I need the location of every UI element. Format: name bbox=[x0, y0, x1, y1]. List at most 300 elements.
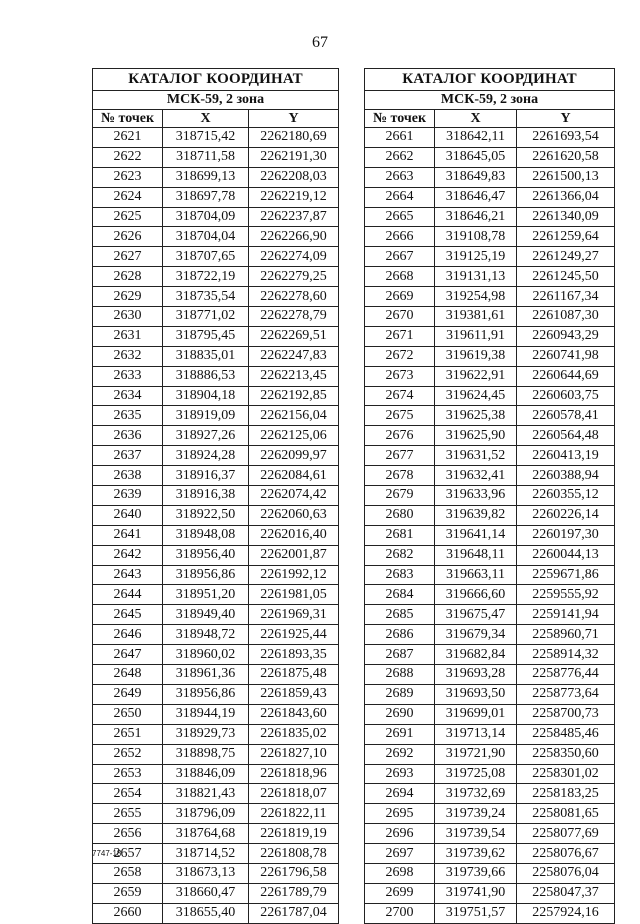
y-coordinate-cell: 2261366,04 bbox=[517, 187, 615, 207]
table-row bbox=[93, 784, 339, 804]
y-coordinate-cell: 2261340,09 bbox=[517, 207, 615, 227]
x-coordinate-cell: 318916,37 bbox=[163, 466, 249, 486]
point-number-cell: 2622 bbox=[93, 147, 163, 167]
table-row bbox=[93, 366, 339, 386]
y-coordinate-cell: 2262074,42 bbox=[249, 486, 339, 506]
table-row bbox=[365, 446, 615, 466]
x-coordinate-cell: 319641,14 bbox=[435, 525, 517, 545]
x-coordinate-cell: 318898,75 bbox=[163, 744, 249, 764]
y-coordinate-cell: 2262269,51 bbox=[249, 326, 339, 346]
x-coordinate-cell: 318735,54 bbox=[163, 287, 249, 307]
x-coordinate-cell: 318846,09 bbox=[163, 764, 249, 784]
y-coordinate-cell: 2260644,69 bbox=[517, 366, 615, 386]
point-number-cell: 2697 bbox=[365, 844, 435, 864]
table-row bbox=[365, 625, 615, 645]
x-coordinate-cell: 319679,34 bbox=[435, 625, 517, 645]
y-coordinate-cell: 2260943,29 bbox=[517, 326, 615, 346]
point-number-cell: 2671 bbox=[365, 326, 435, 346]
y-coordinate-cell: 2260355,12 bbox=[517, 486, 615, 506]
y-coordinate-cell: 2261249,27 bbox=[517, 247, 615, 267]
y-coordinate-cell: 2261822,11 bbox=[249, 804, 339, 824]
table-row bbox=[93, 863, 339, 883]
x-coordinate-cell: 319254,98 bbox=[435, 287, 517, 307]
y-coordinate-cell: 2260413,19 bbox=[517, 446, 615, 466]
table-row bbox=[365, 704, 615, 724]
point-number-cell: 2692 bbox=[365, 744, 435, 764]
coordinate-catalog-table-left bbox=[92, 68, 339, 924]
table-row bbox=[93, 386, 339, 406]
table-row bbox=[93, 187, 339, 207]
y-coordinate-cell: 2261992,12 bbox=[249, 565, 339, 585]
table-row bbox=[365, 585, 615, 605]
x-coordinate-cell: 319631,52 bbox=[435, 446, 517, 466]
point-number-cell: 2660 bbox=[93, 903, 163, 923]
point-number-cell: 2646 bbox=[93, 625, 163, 645]
table-row bbox=[365, 844, 615, 864]
x-coordinate-cell: 318697,78 bbox=[163, 187, 249, 207]
x-coordinate-cell: 319675,47 bbox=[435, 605, 517, 625]
table-row bbox=[93, 525, 339, 545]
y-coordinate-cell: 2258350,60 bbox=[517, 744, 615, 764]
table-row bbox=[365, 207, 615, 227]
x-coordinate-cell: 318649,83 bbox=[435, 167, 517, 187]
x-coordinate-cell: 318722,19 bbox=[163, 267, 249, 287]
point-number-cell: 2659 bbox=[93, 883, 163, 903]
point-number-cell: 2621 bbox=[93, 128, 163, 148]
point-number-cell: 2682 bbox=[365, 545, 435, 565]
point-number-cell: 2648 bbox=[93, 665, 163, 685]
y-coordinate-cell: 2261818,96 bbox=[249, 764, 339, 784]
y-coordinate-cell: 2262156,04 bbox=[249, 406, 339, 426]
x-coordinate-cell: 318646,47 bbox=[435, 187, 517, 207]
point-number-cell: 2657 bbox=[93, 844, 163, 864]
table-row bbox=[365, 386, 615, 406]
x-coordinate-cell: 318821,43 bbox=[163, 784, 249, 804]
point-number-cell: 2645 bbox=[93, 605, 163, 625]
point-number-cell: 2667 bbox=[365, 247, 435, 267]
table-row bbox=[93, 844, 339, 864]
point-number-cell: 2636 bbox=[93, 426, 163, 446]
x-coordinate-cell: 319721,90 bbox=[435, 744, 517, 764]
table-row bbox=[365, 764, 615, 784]
y-coordinate-cell: 2261500,13 bbox=[517, 167, 615, 187]
table-row bbox=[93, 883, 339, 903]
point-number-cell: 2654 bbox=[93, 784, 163, 804]
point-number-cell: 2635 bbox=[93, 406, 163, 426]
point-number-cell: 2658 bbox=[93, 863, 163, 883]
point-number-cell: 2676 bbox=[365, 426, 435, 446]
table-row bbox=[93, 326, 339, 346]
y-coordinate-cell: 2261827,10 bbox=[249, 744, 339, 764]
point-number-cell: 2640 bbox=[93, 505, 163, 525]
table-row bbox=[93, 446, 339, 466]
y-coordinate-cell: 2259141,94 bbox=[517, 605, 615, 625]
y-coordinate-cell: 2261796,58 bbox=[249, 863, 339, 883]
x-coordinate-cell: 318948,72 bbox=[163, 625, 249, 645]
point-number-cell: 2647 bbox=[93, 645, 163, 665]
y-coordinate-cell: 2261693,54 bbox=[517, 128, 615, 148]
point-number-cell: 2641 bbox=[93, 525, 163, 545]
table-row bbox=[365, 187, 615, 207]
point-number-cell: 2639 bbox=[93, 486, 163, 506]
y-coordinate-cell: 2261925,44 bbox=[249, 625, 339, 645]
x-coordinate-cell: 319131,13 bbox=[435, 267, 517, 287]
x-coordinate-cell: 318704,04 bbox=[163, 227, 249, 247]
x-coordinate-cell: 318956,86 bbox=[163, 684, 249, 704]
x-coordinate-cell: 319381,61 bbox=[435, 307, 517, 327]
y-coordinate-cell: 2257924,16 bbox=[517, 903, 615, 923]
x-coordinate-cell: 319739,66 bbox=[435, 863, 517, 883]
y-coordinate-cell: 2262278,79 bbox=[249, 307, 339, 327]
y-coordinate-cell: 2261843,60 bbox=[249, 704, 339, 724]
table-row bbox=[365, 505, 615, 525]
x-coordinate-cell: 318961,36 bbox=[163, 665, 249, 685]
y-coordinate-cell: 2261787,04 bbox=[249, 903, 339, 923]
y-coordinate-cell: 2262001,87 bbox=[249, 545, 339, 565]
point-number-cell: 2666 bbox=[365, 227, 435, 247]
x-coordinate-cell: 318642,11 bbox=[435, 128, 517, 148]
table-row bbox=[93, 704, 339, 724]
x-coordinate-cell: 318951,20 bbox=[163, 585, 249, 605]
x-coordinate-cell: 318835,01 bbox=[163, 346, 249, 366]
y-coordinate-cell: 2262125,06 bbox=[249, 426, 339, 446]
y-coordinate-cell: 2259671,86 bbox=[517, 565, 615, 585]
x-coordinate-cell: 318704,09 bbox=[163, 207, 249, 227]
point-number-cell: 2699 bbox=[365, 883, 435, 903]
x-coordinate-cell: 318904,18 bbox=[163, 386, 249, 406]
table-row bbox=[93, 645, 339, 665]
x-coordinate-cell: 318646,21 bbox=[435, 207, 517, 227]
point-number-cell: 2642 bbox=[93, 545, 163, 565]
table-row bbox=[93, 486, 339, 506]
table-row bbox=[365, 247, 615, 267]
x-coordinate-cell: 318699,13 bbox=[163, 167, 249, 187]
x-coordinate-cell: 319682,84 bbox=[435, 645, 517, 665]
table-row bbox=[93, 605, 339, 625]
table-row bbox=[93, 903, 339, 923]
point-number-cell: 2651 bbox=[93, 724, 163, 744]
point-number-cell: 2628 bbox=[93, 267, 163, 287]
y-coordinate-cell: 2261087,30 bbox=[517, 307, 615, 327]
y-coordinate-cell: 2262060,63 bbox=[249, 505, 339, 525]
table-row bbox=[365, 346, 615, 366]
y-coordinate-cell: 2262099,97 bbox=[249, 446, 339, 466]
y-coordinate-cell: 2258076,67 bbox=[517, 844, 615, 864]
point-number-cell: 2689 bbox=[365, 684, 435, 704]
y-coordinate-cell: 2261969,31 bbox=[249, 605, 339, 625]
x-coordinate-cell: 319125,19 bbox=[435, 247, 517, 267]
point-number-cell: 2669 bbox=[365, 287, 435, 307]
y-coordinate-cell: 2261245,50 bbox=[517, 267, 615, 287]
point-number-cell: 2662 bbox=[365, 147, 435, 167]
table-row bbox=[365, 366, 615, 386]
point-number-cell: 2644 bbox=[93, 585, 163, 605]
table-row bbox=[93, 505, 339, 525]
y-coordinate-cell: 2262084,61 bbox=[249, 466, 339, 486]
table-row bbox=[365, 804, 615, 824]
x-coordinate-cell: 319619,38 bbox=[435, 346, 517, 366]
table-row bbox=[93, 227, 339, 247]
point-number-cell: 2668 bbox=[365, 267, 435, 287]
point-number-cell: 2643 bbox=[93, 565, 163, 585]
coordinate-system-zone: МСК-59, 2 зона bbox=[93, 91, 339, 110]
y-coordinate-cell: 2260226,14 bbox=[517, 505, 615, 525]
table-row bbox=[365, 227, 615, 247]
table-row bbox=[93, 247, 339, 267]
point-number-cell: 2684 bbox=[365, 585, 435, 605]
table-row bbox=[93, 307, 339, 327]
table-row bbox=[365, 167, 615, 187]
table-row bbox=[93, 426, 339, 446]
point-number-cell: 2624 bbox=[93, 187, 163, 207]
table-row bbox=[365, 645, 615, 665]
point-number-cell: 2696 bbox=[365, 824, 435, 844]
x-coordinate-cell: 318796,09 bbox=[163, 804, 249, 824]
point-number-cell: 2679 bbox=[365, 486, 435, 506]
y-coordinate-cell: 2258301,02 bbox=[517, 764, 615, 784]
x-coordinate-cell: 318924,28 bbox=[163, 446, 249, 466]
table-row bbox=[365, 684, 615, 704]
y-coordinate-cell: 2259555,92 bbox=[517, 585, 615, 605]
y-coordinate-cell: 2261620,58 bbox=[517, 147, 615, 167]
x-coordinate-cell: 319751,57 bbox=[435, 903, 517, 923]
point-number-cell: 2680 bbox=[365, 505, 435, 525]
x-coordinate-cell: 318795,45 bbox=[163, 326, 249, 346]
x-coordinate-cell: 318660,47 bbox=[163, 883, 249, 903]
x-coordinate-cell: 319693,28 bbox=[435, 665, 517, 685]
point-number-cell: 2665 bbox=[365, 207, 435, 227]
point-number-cell: 2688 bbox=[365, 665, 435, 685]
table-row bbox=[365, 287, 615, 307]
y-coordinate-cell: 2260578,41 bbox=[517, 406, 615, 426]
x-coordinate-cell: 318944,19 bbox=[163, 704, 249, 724]
table-row bbox=[365, 883, 615, 903]
point-number-cell: 2678 bbox=[365, 466, 435, 486]
point-number-cell: 2674 bbox=[365, 386, 435, 406]
y-coordinate-cell: 2262208,03 bbox=[249, 167, 339, 187]
x-coordinate-cell: 318916,38 bbox=[163, 486, 249, 506]
point-number-cell: 2670 bbox=[365, 307, 435, 327]
y-coordinate-cell: 2261859,43 bbox=[249, 684, 339, 704]
table-row bbox=[93, 724, 339, 744]
point-number-cell: 2653 bbox=[93, 764, 163, 784]
x-coordinate-cell: 319632,41 bbox=[435, 466, 517, 486]
y-coordinate-cell: 2261789,79 bbox=[249, 883, 339, 903]
table-row bbox=[365, 565, 615, 585]
point-number-cell: 2627 bbox=[93, 247, 163, 267]
point-number-cell: 2632 bbox=[93, 346, 163, 366]
point-number-cell: 2650 bbox=[93, 704, 163, 724]
x-coordinate-cell: 318715,42 bbox=[163, 128, 249, 148]
x-coordinate-cell: 319639,82 bbox=[435, 505, 517, 525]
x-coordinate-cell: 319625,90 bbox=[435, 426, 517, 446]
table-row bbox=[93, 804, 339, 824]
table-row bbox=[365, 525, 615, 545]
x-coordinate-cell: 319739,62 bbox=[435, 844, 517, 864]
y-coordinate-cell: 2258076,04 bbox=[517, 863, 615, 883]
point-number-cell: 2637 bbox=[93, 446, 163, 466]
y-coordinate-cell: 2262278,60 bbox=[249, 287, 339, 307]
y-coordinate-cell: 2260388,94 bbox=[517, 466, 615, 486]
y-coordinate-cell: 2261167,34 bbox=[517, 287, 615, 307]
table-row bbox=[365, 307, 615, 327]
table-row bbox=[365, 744, 615, 764]
x-coordinate-cell: 318948,08 bbox=[163, 525, 249, 545]
y-coordinate-cell: 2261875,48 bbox=[249, 665, 339, 685]
x-coordinate-cell: 318714,52 bbox=[163, 844, 249, 864]
coordinate-system-zone: МСК-59, 2 зона bbox=[365, 91, 615, 110]
table-row bbox=[93, 625, 339, 645]
table-row bbox=[365, 426, 615, 446]
x-coordinate-cell: 319725,08 bbox=[435, 764, 517, 784]
y-coordinate-cell: 2261808,78 bbox=[249, 844, 339, 864]
y-coordinate-cell: 2258081,65 bbox=[517, 804, 615, 824]
column-header-y: Y bbox=[517, 110, 615, 128]
y-coordinate-cell: 2262191,30 bbox=[249, 147, 339, 167]
table-row bbox=[365, 903, 615, 923]
table-row bbox=[93, 128, 339, 148]
point-number-cell: 2686 bbox=[365, 625, 435, 645]
x-coordinate-cell: 319732,69 bbox=[435, 784, 517, 804]
point-number-cell: 2649 bbox=[93, 684, 163, 704]
y-coordinate-cell: 2261819,19 bbox=[249, 824, 339, 844]
x-coordinate-cell: 318711,58 bbox=[163, 147, 249, 167]
x-coordinate-cell: 318956,86 bbox=[163, 565, 249, 585]
x-coordinate-cell: 319741,90 bbox=[435, 883, 517, 903]
point-number-cell: 2681 bbox=[365, 525, 435, 545]
x-coordinate-cell: 318645,05 bbox=[435, 147, 517, 167]
table-row bbox=[93, 167, 339, 187]
x-coordinate-cell: 318919,09 bbox=[163, 406, 249, 426]
x-coordinate-cell: 318949,40 bbox=[163, 605, 249, 625]
catalog-title: КАТАЛОГ КООРДИНАТ bbox=[93, 69, 339, 91]
table-row bbox=[365, 128, 615, 148]
y-coordinate-cell: 2260564,48 bbox=[517, 426, 615, 446]
table-row bbox=[365, 486, 615, 506]
y-coordinate-cell: 2261259,64 bbox=[517, 227, 615, 247]
point-number-cell: 2633 bbox=[93, 366, 163, 386]
x-coordinate-cell: 318655,40 bbox=[163, 903, 249, 923]
x-coordinate-cell: 318922,50 bbox=[163, 505, 249, 525]
table-row bbox=[93, 824, 339, 844]
y-coordinate-cell: 2258960,71 bbox=[517, 625, 615, 645]
point-number-cell: 2675 bbox=[365, 406, 435, 426]
table-row bbox=[93, 684, 339, 704]
x-coordinate-cell: 319108,78 bbox=[435, 227, 517, 247]
y-coordinate-cell: 2262219,12 bbox=[249, 187, 339, 207]
point-number-cell: 2690 bbox=[365, 704, 435, 724]
point-number-cell: 2626 bbox=[93, 227, 163, 247]
x-coordinate-cell: 318960,02 bbox=[163, 645, 249, 665]
page-number: 67 bbox=[312, 34, 328, 51]
column-header-x: X bbox=[163, 110, 249, 128]
table-row bbox=[365, 326, 615, 346]
x-coordinate-cell: 319633,96 bbox=[435, 486, 517, 506]
point-number-cell: 2677 bbox=[365, 446, 435, 466]
y-coordinate-cell: 2262247,83 bbox=[249, 346, 339, 366]
y-coordinate-cell: 2258485,46 bbox=[517, 724, 615, 744]
x-coordinate-cell: 318956,40 bbox=[163, 545, 249, 565]
y-coordinate-cell: 2260603,75 bbox=[517, 386, 615, 406]
table-row bbox=[93, 665, 339, 685]
x-coordinate-cell: 318886,53 bbox=[163, 366, 249, 386]
point-number-cell: 2629 bbox=[93, 287, 163, 307]
table-row bbox=[93, 744, 339, 764]
table-row bbox=[93, 267, 339, 287]
point-number-cell: 2663 bbox=[365, 167, 435, 187]
x-coordinate-cell: 319739,24 bbox=[435, 804, 517, 824]
table-row bbox=[93, 585, 339, 605]
point-number-cell: 2655 bbox=[93, 804, 163, 824]
point-number-cell: 2652 bbox=[93, 744, 163, 764]
point-number-cell: 2700 bbox=[365, 903, 435, 923]
x-coordinate-cell: 319648,11 bbox=[435, 545, 517, 565]
y-coordinate-cell: 2258077,69 bbox=[517, 824, 615, 844]
point-number-cell: 2623 bbox=[93, 167, 163, 187]
point-number-cell: 2656 bbox=[93, 824, 163, 844]
table-row bbox=[365, 545, 615, 565]
table-row bbox=[93, 346, 339, 366]
y-coordinate-cell: 2261818,07 bbox=[249, 784, 339, 804]
x-coordinate-cell: 318929,73 bbox=[163, 724, 249, 744]
point-number-cell: 2630 bbox=[93, 307, 163, 327]
point-number-cell: 2691 bbox=[365, 724, 435, 744]
point-number-cell: 2673 bbox=[365, 366, 435, 386]
y-coordinate-cell: 2260197,30 bbox=[517, 525, 615, 545]
x-coordinate-cell: 319611,91 bbox=[435, 326, 517, 346]
table-row bbox=[93, 466, 339, 486]
column-header-y: Y bbox=[249, 110, 339, 128]
x-coordinate-cell: 319713,14 bbox=[435, 724, 517, 744]
table-row bbox=[365, 466, 615, 486]
coordinate-catalog-table-right bbox=[364, 68, 615, 924]
y-coordinate-cell: 2261835,02 bbox=[249, 724, 339, 744]
y-coordinate-cell: 2262266,90 bbox=[249, 227, 339, 247]
y-coordinate-cell: 2260741,98 bbox=[517, 346, 615, 366]
table-row bbox=[365, 824, 615, 844]
point-number-cell: 2638 bbox=[93, 466, 163, 486]
point-number-cell: 2631 bbox=[93, 326, 163, 346]
point-number-cell: 2683 bbox=[365, 565, 435, 585]
table-row bbox=[365, 665, 615, 685]
y-coordinate-cell: 2258047,37 bbox=[517, 883, 615, 903]
table-row bbox=[365, 267, 615, 287]
y-coordinate-cell: 2262016,40 bbox=[249, 525, 339, 545]
y-coordinate-cell: 2261981,05 bbox=[249, 585, 339, 605]
x-coordinate-cell: 319663,11 bbox=[435, 565, 517, 585]
table-row bbox=[93, 545, 339, 565]
x-coordinate-cell: 318771,02 bbox=[163, 307, 249, 327]
x-coordinate-cell: 319699,01 bbox=[435, 704, 517, 724]
x-coordinate-cell: 319624,45 bbox=[435, 386, 517, 406]
y-coordinate-cell: 2258776,44 bbox=[517, 665, 615, 685]
y-coordinate-cell: 2260044,13 bbox=[517, 545, 615, 565]
y-coordinate-cell: 2262192,85 bbox=[249, 386, 339, 406]
table-row bbox=[365, 863, 615, 883]
point-number-cell: 2672 bbox=[365, 346, 435, 366]
y-coordinate-cell: 2258914,32 bbox=[517, 645, 615, 665]
catalog-body bbox=[365, 128, 615, 924]
point-number-cell: 2634 bbox=[93, 386, 163, 406]
point-number-cell: 2695 bbox=[365, 804, 435, 824]
catalog-body bbox=[93, 128, 339, 924]
x-coordinate-cell: 319693,50 bbox=[435, 684, 517, 704]
table-row bbox=[93, 764, 339, 784]
table-row bbox=[365, 784, 615, 804]
table-row bbox=[93, 287, 339, 307]
point-number-cell: 2698 bbox=[365, 863, 435, 883]
y-coordinate-cell: 2258773,64 bbox=[517, 684, 615, 704]
